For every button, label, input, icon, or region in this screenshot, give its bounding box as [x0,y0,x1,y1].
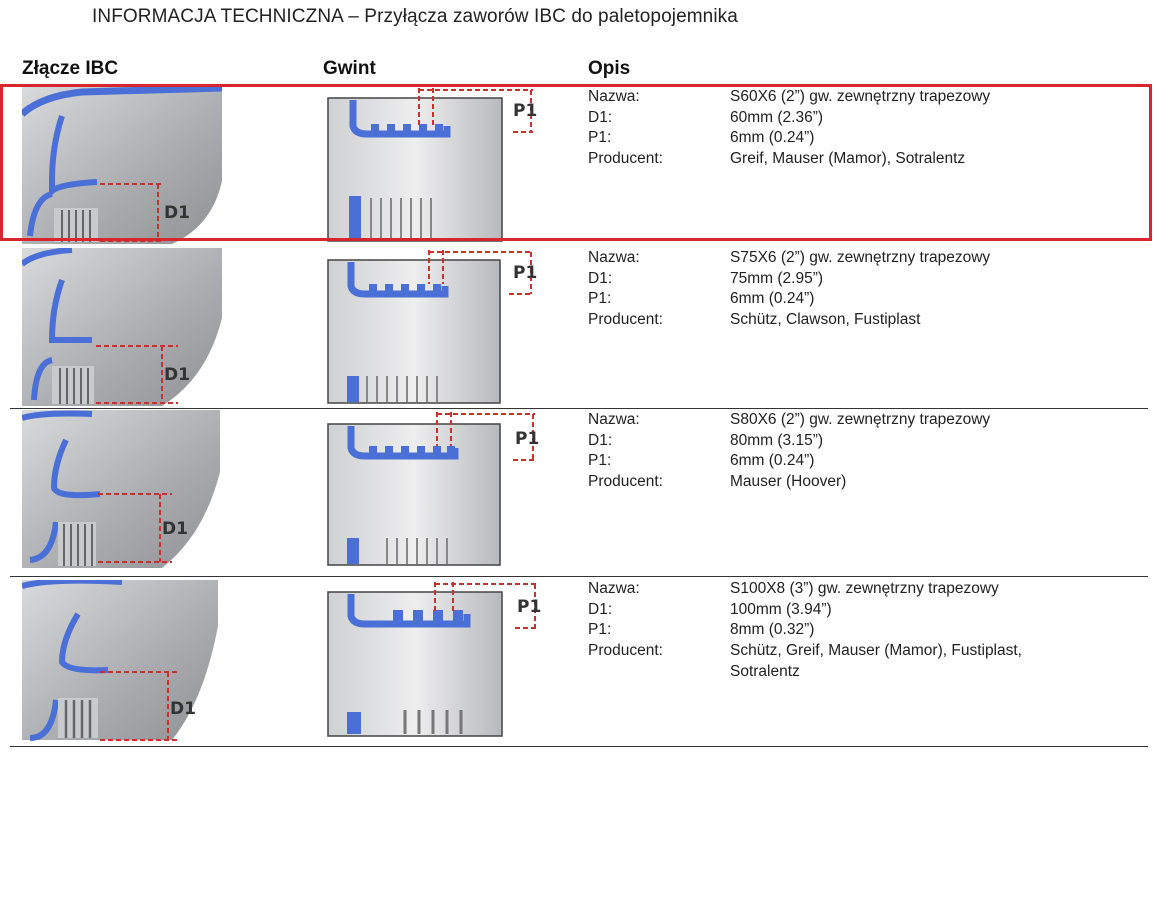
row-description [588,579,1090,683]
field-label-producer: Producent: [588,311,663,329]
row-description [588,248,1090,331]
row-highlight-box [0,84,1152,241]
field-value-p1: 8mm (0.32”) [730,621,815,639]
thread-figure [327,578,542,740]
field-label-p1: P1: [588,621,612,639]
field-value-name: S80X6 (2”) gw. zewnętrzny trapezowy [730,411,991,428]
field-value-d1: 80mm (3.15”) [730,431,824,449]
field-value-d1: 75mm (2.95”) [730,269,824,287]
thread-figure [327,248,542,406]
field-label-p1: P1: [588,129,612,147]
field-value-name: S60X6 (2”) gw. zewnętrzny trapezowy [730,88,991,105]
p1-label: P1 [513,101,538,121]
row-divider [10,408,1148,409]
d1-label: D1 [170,699,196,719]
field-value-d1: 60mm (2.36”) [730,108,824,126]
field-label-producer: Producent: [588,473,663,491]
ibc-connector-figure [22,580,222,742]
p1-label: P1 [517,597,542,617]
field-value-d1: 100mm (3.94”) [730,600,832,618]
field-value-name: S100X8 (3”) gw. zewnętrzny trapezowy [730,580,999,597]
field-label-producer: Producent: [588,642,663,660]
field-label-name: Nazwa: [588,88,640,105]
column-header-thread: Gwint [323,58,376,79]
p1-label: P1 [515,429,540,449]
row-divider [10,576,1148,577]
field-value-producer: Schütz, Clawson, Fustiplast [730,311,921,329]
field-label-p1: P1: [588,452,612,470]
field-value-name: S75X6 (2”) gw. zewnętrzny trapezowy [730,249,991,266]
column-header-connector: Złącze IBC [22,58,119,79]
d1-label: D1 [164,365,190,385]
thread-figure [327,410,542,568]
field-value-p1: 6mm (0.24”) [730,129,815,147]
ibc-connector-figure [22,410,222,568]
field-value-producer: Greif, Mauser (Mamor), Sotralentz [730,150,966,168]
field-value-producer: Schütz, Greif, Mauser (Mamor), Fustiplast, Sotralentz [730,642,1022,680]
field-label-name: Nazwa: [588,249,640,266]
field-label-producer: Producent: [588,150,663,168]
field-value-producer: Mauser (Hoover) [730,473,847,491]
d1-label: D1 [164,203,190,223]
page-title: INFORMACJA TECHNICZNA – Przyłącza zaworów IBC do paletopojemnika [92,6,738,27]
field-value-p1: 6mm (0.24”) [730,452,815,470]
field-label-d1: D1: [588,600,613,618]
field-value-p1: 6mm (0.24”) [730,290,815,308]
field-label-d1: D1: [588,108,613,126]
field-label-name: Nazwa: [588,580,640,597]
d1-label: D1 [162,519,188,539]
p1-label: P1 [513,263,538,283]
field-label-d1: D1: [588,269,613,287]
field-label-p1: P1: [588,290,612,308]
ibc-connector-figure [22,248,222,406]
column-header-description: Opis [588,58,631,79]
row-divider [10,746,1148,747]
field-label-name: Nazwa: [588,411,640,428]
field-label-d1: D1: [588,431,613,449]
row-description [588,410,1090,493]
